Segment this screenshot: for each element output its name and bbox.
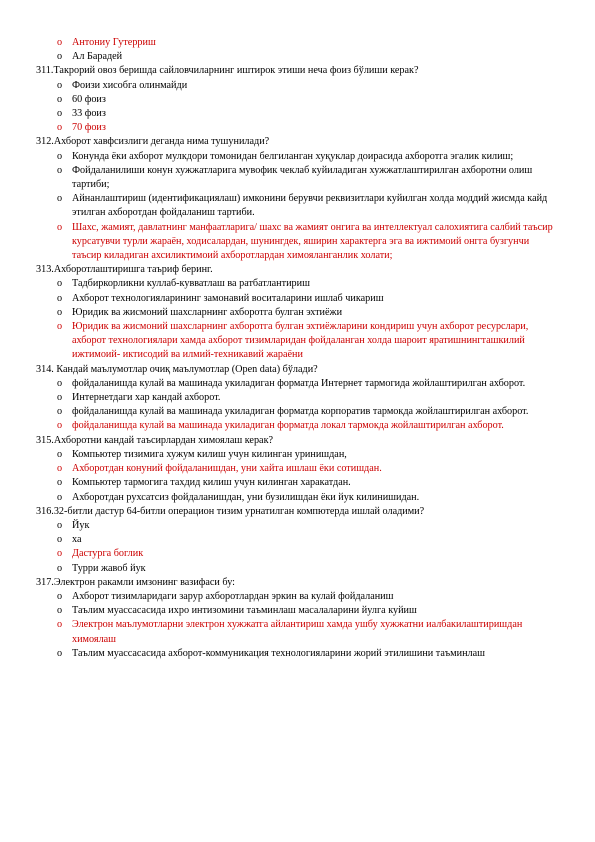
bullet-icon: o <box>57 37 63 48</box>
bullet-icon: o <box>57 548 63 560</box>
answer-option <box>0 292 595 306</box>
bullet-icon: o <box>57 79 63 91</box>
answer-option-text: Дастурга боглик <box>72 548 144 560</box>
answer-option-correct <box>0 320 595 363</box>
answer-option-text: ха <box>72 534 82 546</box>
answer-option-text: Конунда ёки ахборот мулкдори томонидан белгиланган хуқуклар доирасида ахборотга эгалик килиш; <box>72 150 514 162</box>
answer-option <box>0 491 595 505</box>
question-text: 312.Ахборот хавфсизлиги деганда нима тушунилади? <box>36 136 270 148</box>
bullet-icon: o <box>57 519 63 531</box>
answer-option-text: фойдаланишда кулай ва машинада укиладиган форматда корпоратив тармокда жойлаштирилган ахборот. <box>72 406 529 418</box>
answer-option-text: Таълим муассасасида иxро интизомини таъминлаш масалаларини йулга куйиш <box>72 605 417 617</box>
answer-option-text: Айнанлаштириш (идентификациялаш) имконини берувчи реквизитлари куйилган холда моддий жисмда кайд этилган ахборотдан фойдаланиш тартиби. <box>72 193 548 219</box>
document-body <box>0 36 595 661</box>
answer-option <box>0 50 595 64</box>
answer-option-text: Турри жавоб йук <box>72 562 146 574</box>
answer-option-correct <box>0 547 595 561</box>
answer-option-text: Ахборот технологияларининг замонавий воситаларини ишлаб чикариш <box>72 292 384 304</box>
bullet-icon: o <box>57 108 63 120</box>
answer-option-text: Интернетдаги хар кандай ахборот. <box>72 392 221 404</box>
answer-option-text: 70 фоиз <box>72 122 106 134</box>
answer-option-text: фойдаланишда кулай ва машинада укиладиган форматда Интернет тармогида жойлаштирилган ахборот. <box>72 377 526 389</box>
bullet-icon: o <box>57 321 63 333</box>
answer-option-text: Таълим муассасасида ахборот-коммуникация технологияларини жорий этилишини таъминлаш <box>72 647 485 659</box>
answer-option-text: Ахборотдан рухсатсиз фойдаланишдан, уни бузилишдан ёки йук килинишидан. <box>72 491 420 503</box>
answer-option-text: Шахс, жамият, давлатнинг манфаатларига/ шахс ва жамият онгига ва интеллектуал салохиятига салбий таъсир курсатувчи турли жараён, ходисалардан, шунингдек, яширин характерга эга ва ижтимоий онгга бузгунчи таъсир киладиган ахсиликтимоий ахборотлардан химояланганлик холати; <box>72 221 553 262</box>
answer-option-text: Тадбиркорликни куллаб-кувватлаш ва ратбатлантириш <box>72 278 310 290</box>
bullet-icon: o <box>57 51 63 63</box>
bullet-icon: o <box>57 448 63 460</box>
bullet-icon: o <box>57 477 63 489</box>
answer-option <box>0 93 595 107</box>
answer-option <box>0 192 595 220</box>
bullet-icon: o <box>57 491 63 503</box>
answer-option <box>0 647 595 661</box>
bullet-icon: o <box>57 406 63 418</box>
answer-option-text: Юридик ва жисмоний шахсларнинг ахборотга булган эхтиёжларини кондириш учун ахборот ресурслари, ахборот технологиялари хамда ахборот тизимларидан фойдаланган холда шароит яратишнингташкилий ижтимоий- иктисодий ва илмий-техникавий жараёни <box>72 321 529 361</box>
answer-option-correct <box>0 462 595 476</box>
answer-option-correct <box>0 221 595 264</box>
answer-option <box>0 448 595 462</box>
answer-option-text: Фоизи хисобга олинмайди <box>72 79 188 91</box>
answer-option-correct <box>0 618 595 646</box>
answer-option-text: Ахборотдан конуний фойдаланишдан, уни хайта ишлаш ёки сотишдан. <box>72 463 382 475</box>
bullet-icon: o <box>57 93 63 105</box>
answer-option-text: Антониу Гутерриш <box>72 37 156 48</box>
answer-option-correct <box>0 36 595 50</box>
answer-option <box>0 405 595 419</box>
question-text: 315.Ахборотни кандай таъсирлардан химоялаш керак? <box>36 434 274 446</box>
answer-option <box>0 277 595 291</box>
bullet-icon: o <box>57 420 63 432</box>
answer-option <box>0 519 595 533</box>
bullet-icon: o <box>57 605 63 617</box>
answer-option <box>0 590 595 604</box>
answer-option-text: фойдаланишда кулай ва машинада укиладиган форматда локал тармокда жойлаштирилган ахборот. <box>72 420 504 432</box>
bullet-icon: o <box>57 392 63 404</box>
bullet-icon: o <box>57 292 63 304</box>
answer-option-correct <box>0 419 595 433</box>
answer-option <box>0 533 595 547</box>
answer-option-text: Фойдаланилиши конун хужжатларига мувофик чеклаб куйиладиган хужжатлаштирилган ахборотни олиш тартиби; <box>72 164 533 191</box>
answer-option <box>0 107 595 121</box>
answer-option-text: Йук <box>72 519 90 531</box>
answer-option-text: 60 фоиз <box>72 93 106 105</box>
answer-option-text: Ал Барадей <box>72 51 123 63</box>
bullet-icon: o <box>57 278 63 290</box>
bullet-icon: o <box>57 150 63 162</box>
answer-option <box>0 306 595 320</box>
question-text: 311.Такрорий овоз беришда сайловчиларнинг иштирок этиши неча фоиз бўлиши керак? <box>36 65 419 77</box>
bullet-icon: o <box>57 306 63 318</box>
bullet-icon: o <box>57 193 63 205</box>
question-text: 316.32-битли дастур 64-битли операцион тизим урнатилган компютерда ишлай оладими? <box>36 505 425 517</box>
answer-option <box>0 391 595 405</box>
bullet-icon: o <box>57 647 63 659</box>
answer-option <box>0 164 595 192</box>
answer-option-correct <box>0 121 595 135</box>
answer-option <box>0 377 595 391</box>
answer-option-text: Ахборот тизимларидаги зарур ахборотлардан эркин ва кулай фойдаланиш <box>72 590 394 602</box>
answer-option <box>0 476 595 490</box>
bullet-icon: o <box>57 122 63 134</box>
answer-option <box>0 79 595 93</box>
bullet-icon: o <box>57 534 63 546</box>
bullet-icon: o <box>57 562 63 574</box>
bullet-icon: o <box>57 590 63 602</box>
question-text: 313.Ахборотлаштиришга таъриф беринг. <box>36 264 213 276</box>
answer-option <box>0 562 595 576</box>
answer-option-text: Электрон маълумотларни электрон хужжатга айлантириш хамда ушбу хужжатни иалбакилаштиришдан химоялаш <box>72 619 523 645</box>
answer-option <box>0 604 595 618</box>
answer-option-text: Юридик ва жисмоний шахсларнинг ахборотга булган эхтиёжи <box>72 306 343 318</box>
bullet-icon: o <box>57 221 63 233</box>
answer-option-text: 33 фоиз <box>72 108 106 120</box>
answer-option-text: Компьютер тизимига хужум килиш учун килинган уринишдан, <box>72 448 347 460</box>
answer-option-text: Компьютер тармогига тахдид килиш учун килинган харакатдан. <box>72 477 351 489</box>
question-text: 317.Электрон ракамли имзонинг вазифаси бу: <box>36 576 236 588</box>
bullet-icon: o <box>57 377 63 389</box>
bullet-icon: o <box>57 619 63 631</box>
question-text: 314. Кандай маълумотлар очиқ маълумотлар (Open data) бўлади? <box>36 363 318 375</box>
bullet-icon: o <box>57 463 63 475</box>
answer-option <box>0 150 595 164</box>
bullet-icon: o <box>57 164 63 176</box>
